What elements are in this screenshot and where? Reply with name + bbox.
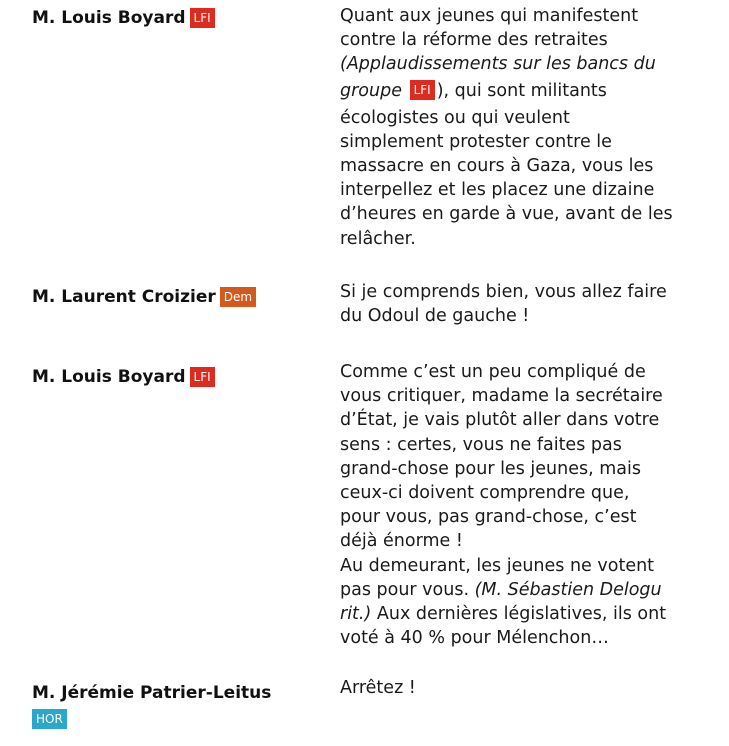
speaker-name[interactable]: M. Louis Boyard [32, 8, 186, 28]
text-line: du Odoul de gauche ! [340, 306, 530, 327]
text-line: contre la réforme des retraites [340, 30, 608, 51]
text-line: massacre en cours à Gaza, vous les [340, 156, 654, 177]
text-line [340, 77, 720, 106]
speaker-louis-boyard[interactable] [32, 365, 322, 389]
intervention-text [340, 4, 720, 251]
text-line: simplement protester contre le [340, 131, 612, 152]
group-badge-dem: Dem [220, 287, 256, 307]
text-line: Arrêtez ! [340, 678, 416, 698]
text-line: d’État, je vais plutôt aller dans votre [340, 410, 660, 431]
speaker-name[interactable]: M. Jérémie Patrier-Leitus [32, 683, 272, 703]
intervention-text [340, 676, 720, 700]
text-segment: Aux dernières législatives, ils ont [371, 604, 667, 625]
interjection: (M. Sébastien Delogu [474, 579, 662, 600]
group-badge-hor: HOR [32, 709, 67, 729]
speaker-laurent-croizier[interactable] [32, 285, 322, 309]
text-line: déjà énorme ! [340, 531, 463, 552]
text-line: Si je comprends bien, vous allez faire [340, 282, 667, 302]
group-badge-lfi: LFI [190, 8, 215, 28]
interjection: groupe [340, 80, 402, 101]
speaker-name[interactable]: M. Laurent Croizier [32, 287, 216, 307]
text-line: vous critiquer, madame la secrétaire [340, 386, 663, 407]
intervention-text [340, 360, 720, 650]
intervention-text [340, 280, 720, 328]
text-line [340, 602, 720, 626]
interjection: (Applaudissements sur les bancs du [340, 54, 656, 75]
text-segment: pas pour vous. [340, 579, 470, 600]
text-line: sens : certes, vous ne faites pas [340, 434, 622, 455]
text-line: grand-chose pour les jeunes, mais [340, 458, 641, 479]
text-line: voté à 40 % pour Mélenchon… [340, 628, 609, 649]
speaker-name[interactable]: M. Louis Boyard [32, 367, 186, 387]
text-line: Comme c’est un peu compliqué de [340, 362, 646, 382]
text-line: relâcher. [340, 228, 416, 249]
group-badge-lfi: LFI [190, 367, 215, 387]
speaker-louis-boyard[interactable] [32, 6, 322, 30]
speaker-jeremie-patrier-leitus[interactable] [32, 681, 322, 731]
text-line: d’heures en garde à vue, avant de les [340, 204, 673, 225]
text-line: Au demeurant, les jeunes ne votent [340, 555, 655, 576]
interjection: rit.) [340, 604, 372, 625]
text-line: interpellez et les placez une dizaine [340, 180, 655, 201]
text-line: ceux-ci doivent comprendre que, [340, 483, 630, 504]
group-badge-lfi: LFI [410, 80, 435, 100]
text-line: pour vous, pas grand-chose, c’est [340, 507, 637, 528]
text-line: écologistes ou qui veulent [340, 107, 570, 128]
text-line [340, 578, 720, 602]
text-segment: ), qui sont militants [436, 80, 607, 101]
text-line: Quant aux jeunes qui manifestent [340, 6, 639, 26]
